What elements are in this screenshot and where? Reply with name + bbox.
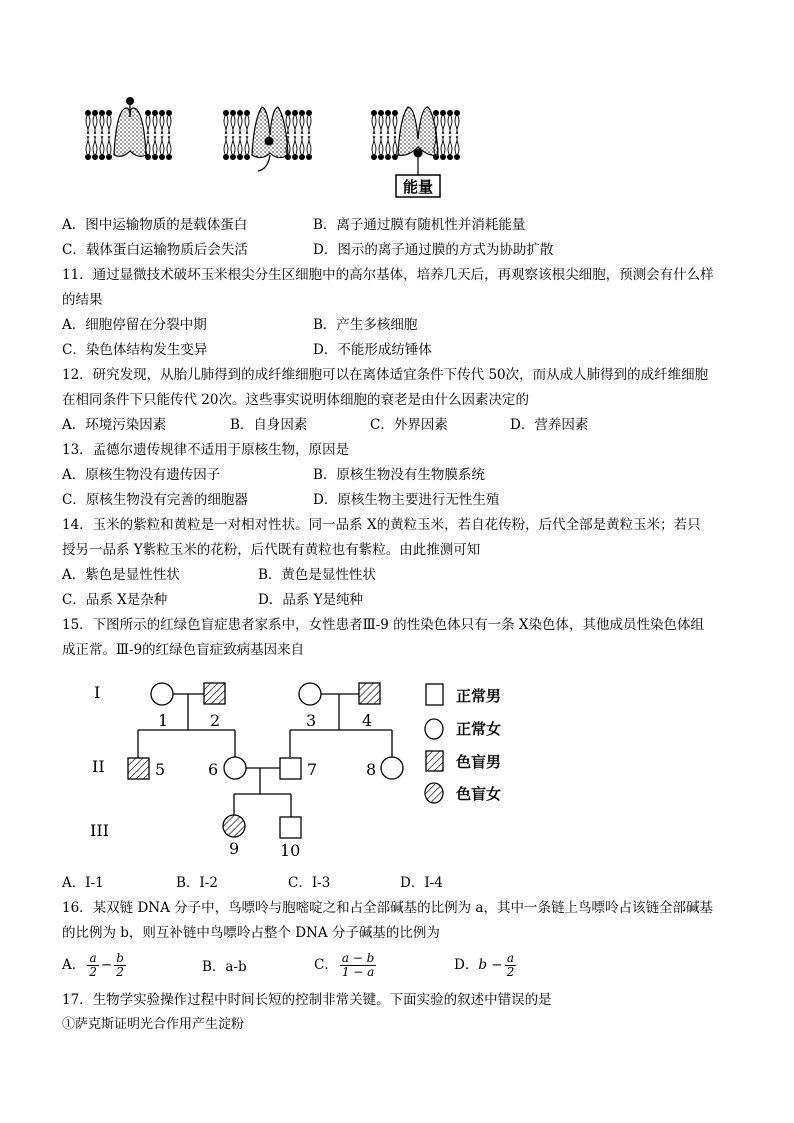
minus-sign: − (100, 957, 113, 973)
q15-stem-line2: 成正常。Ⅲ-9的红绿色盲症致病基因来自 (62, 642, 305, 658)
q15-option-a: A．I-1 (62, 875, 104, 891)
individual-2 (204, 683, 225, 704)
q16-option-d-label: D． (454, 957, 479, 973)
q16-option-c-label: C． (314, 957, 338, 973)
q10-option-a: A．图中运输物质的是载体蛋白 (62, 217, 248, 233)
label-1: 1 (158, 711, 169, 730)
q11-option-a: A．细胞停留在分裂中期 (62, 317, 207, 333)
label-5: 5 (155, 760, 166, 779)
legend-colorblind-female-icon (425, 783, 443, 803)
q11-option-d: D．不能形成纺锤体 (313, 342, 432, 358)
q14-stem-line1: 14．玉米的紫粒和黄粒是一对相对性状。同一品系 X的黄粒玉米，若自花传粉，后代全部是黄粒玉米；若只 (62, 517, 701, 533)
membrane-transport-figure (80, 95, 460, 205)
q12-stem-line2: 在相同条件下只能传代 20次。这些事实说明体细胞的衰老是由什么因素决定的 (62, 392, 529, 408)
frac-num: a − b (341, 951, 375, 965)
individual-5 (128, 758, 149, 779)
fraction-d (505, 952, 517, 979)
individual-4 (359, 683, 380, 704)
q17-stem: 17．生物学实验操作过程中时间长短的控制非常关键。下面实验的叙述中错误的是 (62, 992, 552, 1008)
label-3: 3 (306, 711, 317, 730)
q11-option-b: B．产生多核细胞 (313, 317, 418, 333)
label-9: 9 (229, 839, 240, 858)
q16-stem-line1: 16．某双链 DNA 分子中，鸟嘌呤与胞嘧啶之和占全部碱基的比例为 a，其中一条链上鸟嘌呤占该链全部碱基 (62, 900, 713, 916)
fraction-c (340, 952, 377, 979)
energy-label: 能量 (402, 178, 434, 196)
legend-normal-female-icon (425, 719, 443, 739)
q15-option-b: B．Ⅰ-2 (176, 875, 218, 891)
fraction-a-over-2 (87, 952, 99, 979)
q14-option-a: A．紫色是显性性状 (62, 567, 180, 583)
label-7: 7 (307, 760, 318, 779)
label-10: 10 (280, 841, 301, 860)
q15-stem-line1: 15．下图所示的红绿色盲症患者家系中，女性患者Ⅲ-9 的性染色体只有一条 X染色体，其他成员性染色体组 (62, 617, 705, 633)
q13-option-d: D．原核生物主要进行无性生殖 (313, 492, 500, 508)
q12-option-b: B．自身因素 (230, 417, 308, 433)
q12-option-a: A．环境污染因素 (62, 417, 167, 433)
q16-option-b: B．a-b (202, 959, 247, 975)
q10-option-d: D．图示的离子通过膜的方式为协助扩散 (313, 242, 554, 258)
q15-option-c: C．I-3 (288, 875, 331, 891)
q12-stem-line1: 12．研究发现，从胎儿肺得到的成纤维细胞可以在离体适宜条件下传代 50次，而从成人肺得到的成纤维细胞 (62, 367, 709, 383)
individual-8 (381, 757, 403, 779)
q13-option-b: B．原核生物没有生物膜系统 (313, 467, 485, 483)
label-4: 4 (362, 711, 373, 730)
q16-d-prefix: b − (478, 957, 503, 973)
q17-item-1: ①萨克斯证明光合作用产生淀粉 (62, 1017, 245, 1032)
q12-option-d: D．营养因素 (510, 417, 589, 433)
q12-option-c: C．外界因素 (370, 417, 448, 433)
individual-6 (224, 757, 246, 779)
membrane-diagram-1 (85, 97, 172, 160)
individual-9 (223, 815, 245, 837)
individual-7 (280, 758, 301, 779)
frac-num: a (87, 952, 99, 966)
q13-option-c: C．原核生物没有完善的细胞器 (62, 492, 248, 508)
label-6: 6 (208, 760, 219, 779)
label-2: 2 (210, 711, 221, 730)
q11-stem-line1: 11．通过显微技术破坏玉米根尖分生区细胞中的高尔基体，培养几天后，再观察该根尖细胞，预测会有什么样 (62, 267, 714, 283)
frac-den: 2 (506, 965, 515, 979)
frac-num: b (116, 951, 124, 965)
membrane-diagram-3 (371, 107, 460, 197)
generation-label-2: II (92, 757, 105, 776)
q15-option-d: D．Ⅰ-4 (400, 875, 443, 891)
frac-num: a (505, 952, 517, 966)
q10-option-b: B．离子通过膜有随机性并消耗能量 (313, 217, 526, 233)
legend-normal-female: 正常女 (456, 720, 502, 738)
q16-option-a-label: A． (62, 957, 86, 973)
frac-den: 2 (116, 965, 124, 979)
generation-label-1: I (94, 683, 101, 702)
q16-option-a (62, 952, 128, 979)
fraction-b-over-2 (114, 952, 126, 979)
frac-den: 1 − a (341, 965, 375, 979)
legend-colorblind-female: 色盲女 (456, 785, 502, 803)
q11-stem-line2: 的结果 (62, 292, 103, 308)
individual-10 (280, 817, 301, 838)
pedigree-chart (80, 672, 520, 868)
legend-colorblind-male: 色盲男 (456, 753, 502, 771)
q16-stem-line2: 的比例为 b，则互补链中鸟嘌呤占整个 DNA 分子碱基的比例为 (62, 925, 440, 941)
q13-option-a: A．原核生物没有遗传因子 (62, 467, 221, 483)
q10-option-c: C．载体蛋白运输物质后会失活 (62, 242, 248, 258)
q11-option-c: C．染色体结构发生变异 (62, 342, 208, 358)
legend-colorblind-male-icon (426, 751, 443, 771)
q13-stem: 13．孟德尔遗传规律不适用于原核生物，原因是 (62, 442, 350, 458)
label-8: 8 (366, 760, 377, 779)
frac-den: 2 (89, 965, 97, 979)
individual-1 (151, 683, 173, 705)
legend-normal-male: 正常男 (456, 687, 502, 705)
q14-option-d: D．品系 Y是纯种 (258, 592, 364, 608)
q16-option-d (454, 952, 518, 979)
generation-label-3: III (90, 821, 109, 840)
individual-3 (299, 683, 321, 705)
q16-option-c (314, 952, 378, 979)
q14-option-b: B．黄色是显性性状 (258, 567, 376, 583)
legend-normal-male-icon (426, 684, 443, 705)
q14-stem-line2: 授另一品系 Y紫粒玉米的花粉，后代既有黄粒也有紫粒。由此推测可知 (62, 542, 481, 558)
q14-option-c: C．品系 X是杂种 (62, 592, 168, 608)
membrane-diagram-2 (223, 107, 312, 171)
